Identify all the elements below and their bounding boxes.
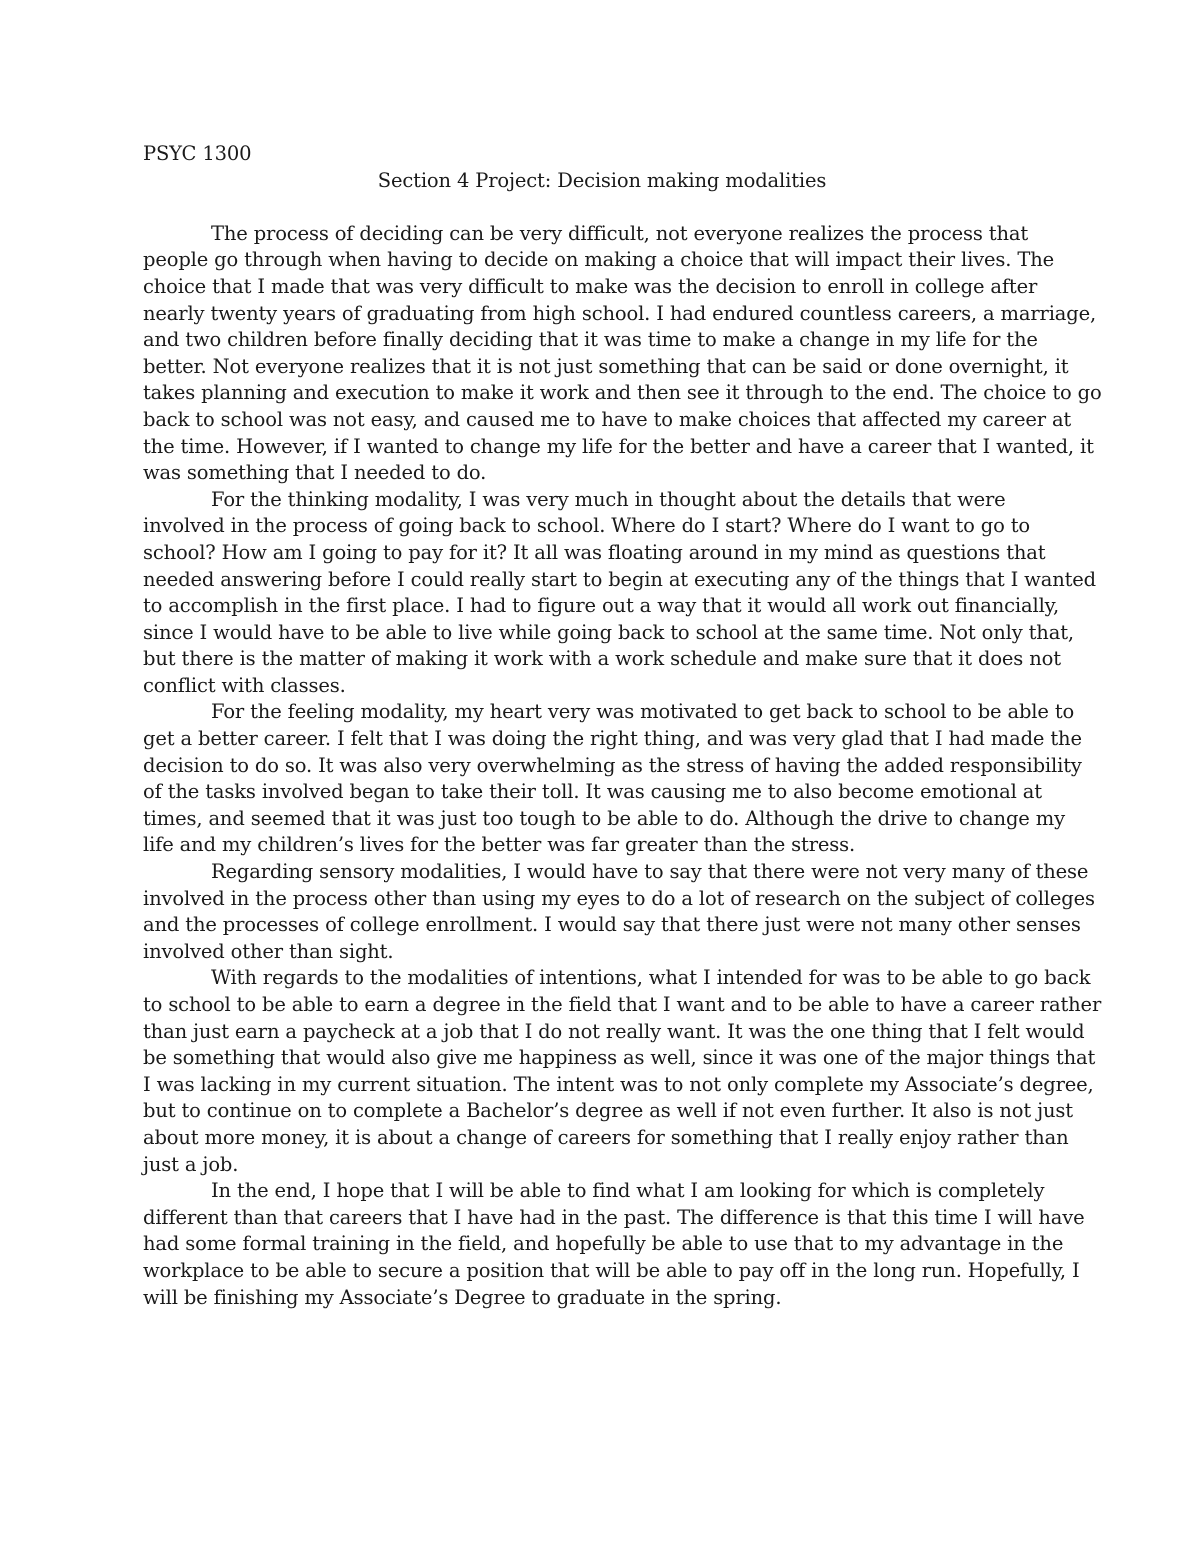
paragraph-line: needed answering before I could really start to begin at executing any of the things that I wanted (143, 567, 1097, 591)
paragraph-line: be something that would also give me happiness as well, since it was one of the major things that (143, 1046, 1096, 1070)
paragraph-line: I was lacking in my current situation. The intent was to not only complete my Associate’s degree, (143, 1072, 1094, 1096)
paragraph-line: life and my children’s lives for the better was far greater than the stress. (143, 833, 856, 857)
paragraph-line: and the processes of college enrollment. I would say that there just were not many other senses (143, 913, 1081, 937)
paragraph-line: since I would have to be able to live while going back to school at the same time. Not only that, (143, 620, 1074, 644)
paragraph-line: In the end, I hope that I will be able to find what I am looking for which is completely (211, 1179, 1045, 1203)
paragraph-line: choice that I made that was very difficult to make was the decision to enroll in college after (143, 274, 1038, 298)
paragraph-line: For the thinking modality, I was very much in thought about the details that were (211, 487, 1006, 511)
paragraph-line: was something that I needed to do. (143, 461, 487, 485)
paragraph-line: back to school was not easy, and caused me to have to make choices that affected my career at (143, 407, 1072, 431)
paragraph-line: Regarding sensory modalities, I would have to say that there were not very many of these (211, 860, 1089, 884)
paragraph-line: had some formal training in the field, and hopefully be able to use that to my advantage in the (143, 1232, 1064, 1256)
paragraph-line: For the feeling modality, my heart very was motivated to get back to school to be able to (211, 700, 1075, 724)
paragraph-line: will be finishing my Associate’s Degree to graduate in the spring. (143, 1285, 782, 1309)
paragraph-line: but there is the matter of making it work with a work schedule and make sure that it does not (143, 647, 1061, 671)
paragraph-line: to school to be able to earn a degree in the field that I want and to be able to have a career rather (143, 993, 1102, 1016)
document-title: Section 4 Project: Decision making modalities (377, 168, 827, 192)
body-paragraph (143, 221, 1102, 487)
body-paragraph (143, 487, 1097, 700)
course-code: PSYC 1300 (143, 142, 252, 165)
document-body (143, 221, 1102, 1311)
body-paragraph (143, 965, 1102, 1178)
paragraph-line: just a job. (143, 1152, 239, 1176)
body-paragraph (143, 699, 1082, 859)
paragraph-line: workplace to be able to secure a position that will be able to pay off in the long run. Hopefully, I (143, 1258, 1080, 1282)
paragraph-line: different than that careers that I have had in the past. The difference is that this time I will have (143, 1205, 1085, 1229)
paragraph-line: involved other than sight. (143, 939, 394, 963)
document-content (143, 141, 1102, 1311)
paragraph-line: conflict with classes. (143, 673, 346, 697)
paragraph-line: involved in the process of going back to school. Where do I start? Where do I want to go to (143, 514, 1031, 538)
paragraph-line: The process of deciding can be very difficult, not everyone realizes the process that (211, 221, 1029, 245)
paragraph-line: With regards to the modalities of intentions, what I intended for was to be able to go back (211, 966, 1091, 990)
paragraph-line: better. Not everyone realizes that it is not just something that can be said or done overnight, it (143, 354, 1069, 378)
paragraph-line: people go through when having to decide on making a choice that will impact their lives. The (143, 248, 1055, 272)
paragraph-line: decision to do so. It was also very overwhelming as the stress of having the added responsibility (143, 753, 1082, 777)
paragraph-line: get a better career. I felt that I was doing the right thing, and was very glad that I had made the (143, 727, 1082, 751)
paragraph-line: than just earn a paycheck at a job that I do not really want. It was the one thing that I felt would (143, 1019, 1085, 1043)
body-paragraph (143, 859, 1095, 965)
paragraph-line: about more money, it is about a change of careers for something that I really enjoy rather than (143, 1125, 1069, 1149)
paragraph-line: takes planning and execution to make it work and then see it through to the end. The choice to go (143, 381, 1102, 405)
paragraph-line: nearly twenty years of graduating from high school. I had endured countless careers, a marriage, (143, 301, 1097, 325)
paragraph-line: school? How am I going to pay for it? It all was floating around in my mind as questions that (143, 540, 1046, 564)
paragraph-line: involved in the process other than using my eyes to do a lot of research on the subject of colleges (143, 886, 1095, 910)
paragraph-line: to accomplish in the first place. I had to figure out a way that it would all work out financially, (143, 594, 1059, 618)
body-paragraph (143, 1178, 1085, 1311)
paragraph-line: times, and seemed that it was just too tough to be able to do. Although the drive to change my (143, 806, 1065, 830)
paragraph-line: the time. However, if I wanted to change my life for the better and have a career that I wanted, it (143, 434, 1094, 458)
paragraph-line: and two children before finally deciding that it was time to make a change in my life for the (143, 328, 1038, 352)
paragraph-line: of the tasks involved began to take their toll. It was causing me to also become emotional at (143, 780, 1042, 804)
paragraph-line: but to continue on to complete a Bachelor’s degree as well if not even further. It also is not just (143, 1099, 1073, 1123)
